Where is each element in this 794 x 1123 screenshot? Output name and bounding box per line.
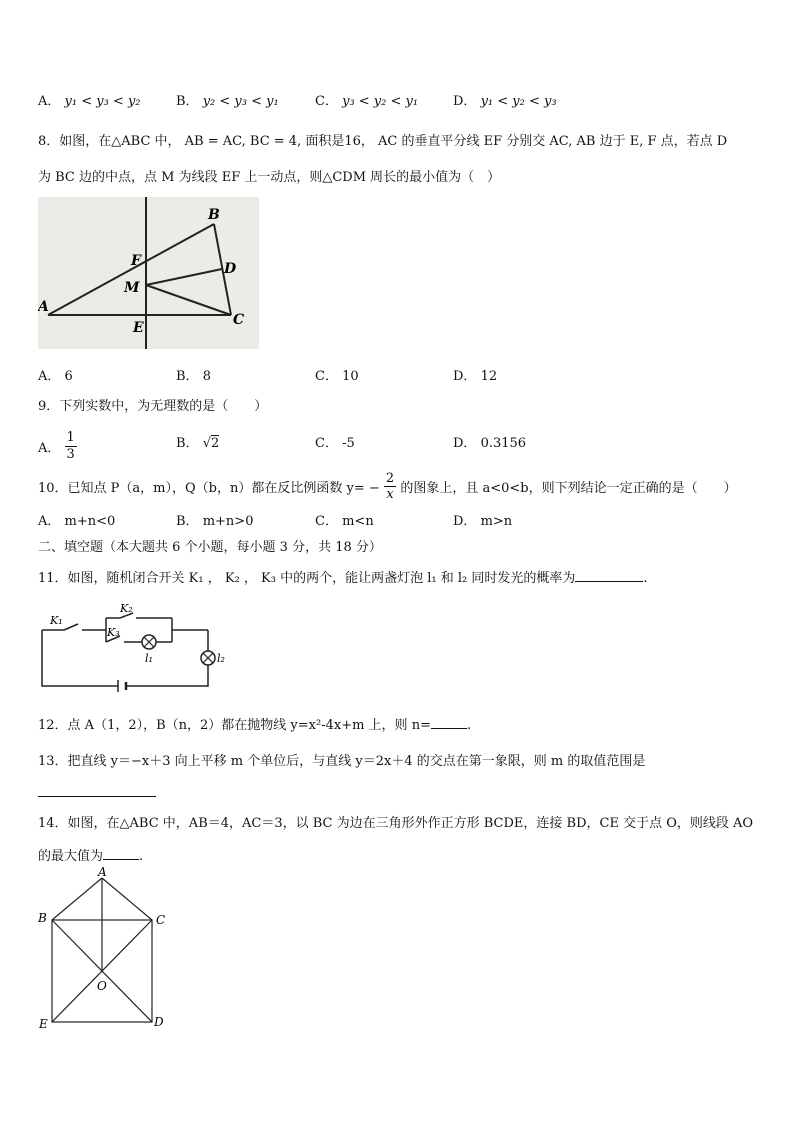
q8-label-a: A xyxy=(38,299,49,315)
svg-text:l₁: l₁ xyxy=(145,652,153,665)
q8-label-d: D xyxy=(224,261,237,277)
q8-label-m: M xyxy=(124,280,140,296)
svg-text:K₂: K₂ xyxy=(120,602,133,615)
q10-option-c: C． m<n xyxy=(315,514,374,529)
q8-option-a: A． 6 xyxy=(38,369,73,384)
q13-stem: 13．把直线 y＝−x＋3 向上平移 m 个单位后，与直线 y＝2x＋4 的交点在第一象限，则 m 的取值范围是 xyxy=(38,754,646,769)
section-heading-fill-in: 二、填空题（本大题共 6 个小题，每小题 3 分，共 18 分） xyxy=(38,540,382,555)
q11-circuit-figure xyxy=(38,600,228,695)
q13-answer-blank[interactable] xyxy=(38,782,156,797)
q8-label-b: B xyxy=(208,207,220,223)
q9-option-d: D． 0.3156 xyxy=(453,436,527,451)
q14-label-a: A xyxy=(98,866,107,879)
svg-text:K₁: K₁ xyxy=(50,614,63,627)
q9-option-c: C． -5 xyxy=(315,436,355,451)
q10-option-d: D． m>n xyxy=(453,514,513,529)
q14-label-e: E xyxy=(39,1017,48,1031)
q8-option-d: D． 12 xyxy=(453,369,498,384)
q10-option-a: A． m+n<0 xyxy=(38,514,116,529)
q9-option-b: B． √2 xyxy=(176,436,220,451)
svg-text:K₃: K₃ xyxy=(107,626,120,639)
q14-label-c: C xyxy=(156,913,166,927)
q8-label-e: E xyxy=(133,320,144,336)
q8-stem-line2: 为 BC 边的中点，点 M 为线段 EF 上一动点，则△CDM 周长的最小值为（ ） xyxy=(38,170,501,185)
q14-figure xyxy=(36,866,176,1036)
svg-text:l₂: l₂ xyxy=(217,652,225,665)
q14-stem-line2: 的最大值为 . xyxy=(38,849,144,864)
q14-label-d: D xyxy=(154,1015,164,1029)
q14-label-b: B xyxy=(38,911,47,925)
q7-option-c: C． y₃ < y₂ < y₁ xyxy=(315,94,419,109)
q8-label-c: C xyxy=(233,312,245,328)
q14-stem-line1: 14．如图，在△ABC 中，AB＝4，AC＝3，以 BC 为边在三角形外作正方形 BCDE，连接 BD，CE 交于点 O，则线段 AO xyxy=(38,816,754,831)
q8-stem-line1: 8．如图，在△ABC 中， AB = AC, BC = 4, 面积是16， AC 的垂直平分线 EF 分别交 AC, AB 边于 E, F 点，若点 D xyxy=(38,134,728,149)
q11-stem: 11．如图，随机闭合开关 K₁ ， K₂ ， K₃ 中的两个，能让两盏灯泡 l₁ 和 l₂ 同时发光的概率为 . xyxy=(38,571,648,586)
q13-answer-line xyxy=(38,782,156,801)
q8-figure xyxy=(38,197,259,349)
q14-answer-blank[interactable] xyxy=(103,859,139,860)
q8-label-f: F xyxy=(131,253,141,269)
q7-option-b: B． y₂ < y₃ < y₁ xyxy=(176,94,279,109)
q10-option-b: B． m+n>0 xyxy=(176,514,254,529)
q11-answer-blank[interactable] xyxy=(575,581,643,582)
q7-option-a: A． y₁ < y₃ < y₂ xyxy=(38,94,141,109)
q8-option-b: B． 8 xyxy=(176,369,211,384)
q10-stem: 10．已知点 P（a，m），Q（b，n）都在反比例函数 y= − $\frac{2}{x}$ 的图象上，且 a<0<b，则下列结论一定正确的是（ ） xyxy=(38,471,737,502)
q8-option-c: C． 10 xyxy=(315,369,359,384)
q9-stem: 9．下列实数中，为无理数的是（ ） xyxy=(38,399,268,414)
q9-fraction: $\frac{1}{3}$ xyxy=(66,430,75,462)
switch-k1-icon xyxy=(64,624,78,630)
q9-option-a: A． $\frac{1}{3}$ xyxy=(38,430,75,462)
q7-option-d: D． y₁ < y₂ < y₃ xyxy=(453,94,557,109)
q12-answer-blank[interactable] xyxy=(431,728,467,729)
q12-stem: 12．点 A（1，2），B（n，2）都在抛物线 y=x²-4x+m 上，则 n= . xyxy=(38,718,472,733)
sqrt-icon: √ xyxy=(202,436,211,451)
q10-fraction: $\frac{2}{x}$ xyxy=(385,471,395,502)
q14-label-o: O xyxy=(97,979,107,993)
